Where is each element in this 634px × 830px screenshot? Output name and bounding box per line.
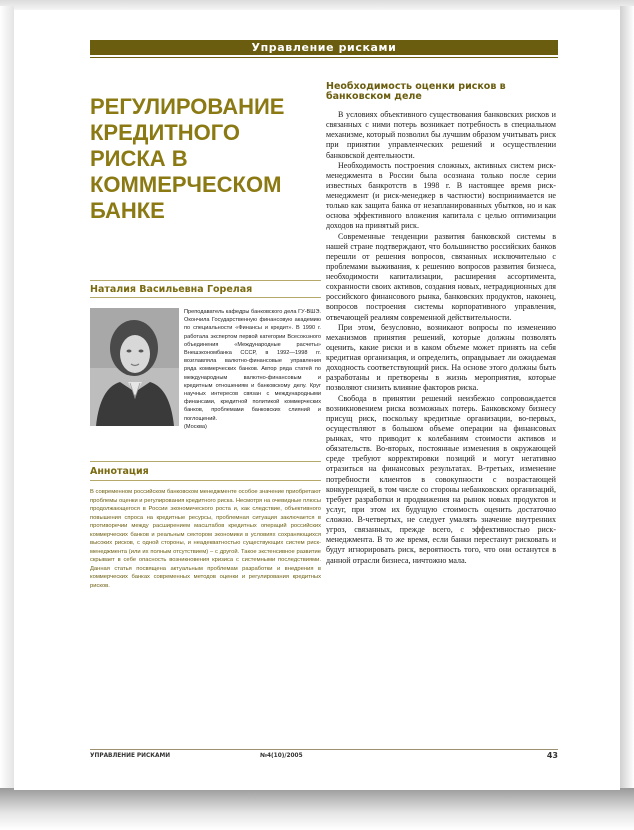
author-rule-bottom — [90, 297, 321, 298]
body-paragraph: Современные тенденции развития банковской системы в нашей стране подтверждают, что большинство российских банков перешли от решения вопросов, связанных исключительно с проблемами выживания, к решению вопросов развития бизнеса, необходимости капитализации, расширения ассортимента, сохранности своих активов, создания новых, нетрадиционных для российского финансового рынка, банковских продуктов, наконец, вопросов построения системы корпоративного управления, отвечающей реалиям современной действительности. — [326, 231, 556, 322]
article-title-line: КОММЕРЧЕСКОМ — [90, 172, 282, 197]
article-title-line: РЕГУЛИРОВАНИЕ — [90, 94, 285, 119]
section-header-rule — [90, 57, 558, 58]
footer-rule — [90, 749, 558, 750]
author-portrait-image — [90, 308, 179, 426]
body-paragraph: При этом, безусловно, возникают вопросы по изменению механизмов принятия решений, которые должны позволять оценить, какие риски и в каком объеме может принять на себя кредитная организация, и определить, оправдывает ли ожидаемая доходность соответствующий риск. На основе этого должны быть разработаны и претворены в жизнь мероприятия, которые позволяют снизить влияние факторов риска. — [326, 322, 556, 393]
article-title — [90, 94, 315, 224]
body-paragraph: Свобода в принятии решений неизбежно сопровождается возникновением риска возможных потерь. Банковскому бизнесу присущ риск, поскольку кредитные организации, во-первых, осуществляют в большом объеме операции на финансовых рынках, что приводит к колебаниям стоимости активов и обязательств. Во-вторых, постоянные изменения в окружающей среде требуют корректировки позиций и могут негативно отразиться на финансовых результатах. В-третьих, изменение потребности клиентов в совокупности с возрастающей конкуренцией, в том числе со стороны небанковских организаций, требует разработки и продвижения на рынок новых продуктов и услуг, при этом их будущую стоимость оценить достаточно сложно. В-четвертых, не следует умалять значение внутренних угроз, связанных, прежде всего, с эффективностью риск-менеджмента. В то же время, если банки перестанут рисковать и будут игнорировать риск, вероятность того, что они останутся в данной отрасли бизнеса, ничтожно мала. — [326, 393, 556, 565]
author-rule-top — [90, 280, 321, 281]
footer-issue: №4(10)/2005 — [260, 753, 303, 759]
footer-journal-name: УПРАВЛЕНИЕ РИСКАМИ — [90, 753, 171, 759]
annotation-heading: Аннотация — [90, 466, 149, 477]
body-paragraph: В условиях объективного существования банковских рисков и связанных с ними потерь возникает потребность в специальном механизме, который позволил бы лучшим образом учитывать риск при принятии управленческих решений и осуществлении банковской деятельности. — [326, 110, 556, 160]
body-section-heading: Необходимость оценки рисков в банковском деле — [326, 81, 506, 102]
article-title-line: РИСКА В — [90, 146, 188, 171]
annotation-rule-top — [90, 461, 321, 462]
page-shadow-right — [620, 6, 634, 796]
magazine-page — [14, 10, 620, 790]
footer-page-number: 43 — [546, 751, 558, 760]
author-name: Наталия Васильевна Горелая — [90, 284, 253, 295]
author-photo — [90, 308, 179, 426]
author-bio: Преподаватель кафедры банковского дела ГУ-ВШЭ. Окончила Государственную финансовую академию по специальности «Финансы и кредит». В 1990 г. работала экспертом первой категории Всесоюзного объединения «Международные расчеты» Внешэкономбанка СССР, в 1992—1998 гг. возглавляла валютно-финансовые управления ряда коммерческих банков. Автор ряда статей по международным валютно-финансовым и кредитным отношениям и банковскому делу. Круг научных интересов связан с международными финансами, кредитной политикой коммерческих банков, проблемами банковских слияний и поглощений. — [184, 309, 321, 422]
article-title-line: КРЕДИТНОГО — [90, 120, 240, 145]
page-shadow-left — [0, 6, 14, 796]
section-header-bar: Управление рисками — [90, 40, 558, 55]
page-shadow-bottom — [0, 788, 634, 830]
body-paragraph: Необходимость построения сложных, активных систем риск-менеджмента в России была осознана только после серии известных банкротств в 1998 г. В настоящее время риск-менеджмент (и риск-менеджер в частности) воспринимается не только как защита банка от незапланированных убытков, но и как основа эффективного вложения капитала с целью оптимизации доходов на принятый риск. — [326, 160, 556, 231]
article-title-line: БАНКЕ — [90, 198, 165, 223]
body-text-column — [326, 110, 556, 566]
annotation-text: В современном российском банковском менеджменте особое значение приобретают проблемы оценки и регулирования кредитного риска. Несмотря на очевидные плюсы продолжающегося в России экономического роста и, как следствие, объективного повышения спроса на кредитные ресурсы, проблемная ситуация заключается в противоречии между расширением масштабов кредитных операций российских коммерческих банков и реальным сектором экономики в условиях сохраняющихся высоких рисков, с одной стороны, и неадекватностью существующих систем риск-менеджмента (или их полным отсутствием) – с другой. Такое экстенсивное развитие скрывает в себе опасность возникновения кризиса с системными последствиями. Данная статья посвящена актуальным проблемам разработки и внедрения в коммерческих банках современных методов оценки и регулирования кредитных рисков. — [90, 489, 321, 589]
annotation-rule-bottom — [90, 480, 321, 481]
author-city: (Москва) — [184, 423, 207, 430]
